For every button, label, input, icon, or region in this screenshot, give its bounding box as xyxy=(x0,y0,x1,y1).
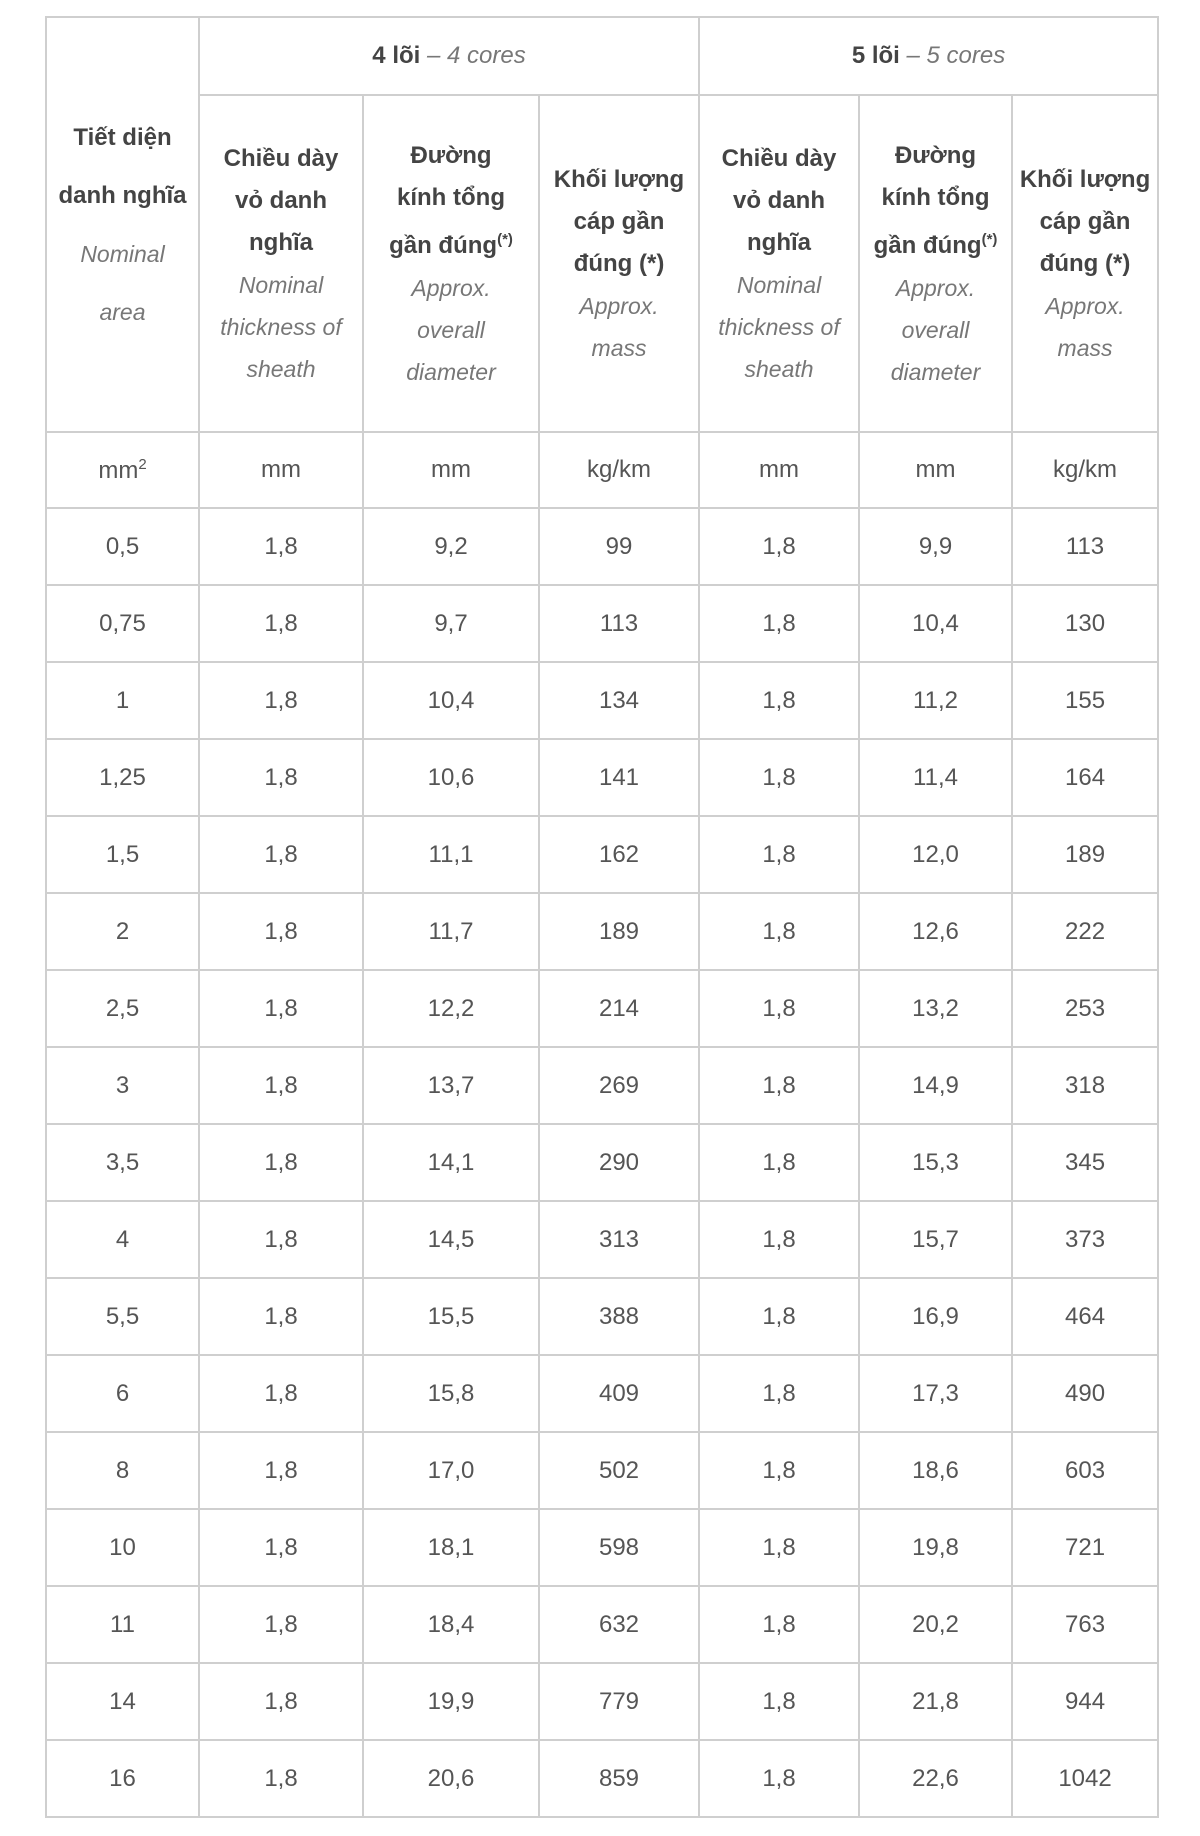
cell-thickness-4: 1,8 xyxy=(199,739,363,816)
cell-mass-5: 155 xyxy=(1012,662,1158,739)
cell-diameter-4: 14,1 xyxy=(363,1124,539,1201)
thickness-vn-3: nghĩa xyxy=(747,228,812,256)
cell-mass-5: 222 xyxy=(1012,893,1158,970)
table-row xyxy=(46,1586,1158,1663)
cell-diameter-5: 12,6 xyxy=(859,893,1012,970)
group-5-vn: 5 lõi xyxy=(851,42,900,69)
table-row xyxy=(46,1355,1158,1432)
unit-mass-4: kg/km xyxy=(539,432,699,508)
area-header-vn-1: Tiết diện xyxy=(73,123,172,151)
cell-thickness-4: 1,8 xyxy=(199,893,363,970)
cell-mass-4: 113 xyxy=(539,585,699,662)
cell-mass-5: 944 xyxy=(1012,1663,1158,1740)
table-row xyxy=(46,970,1158,1047)
cell-diameter-4: 17,0 xyxy=(363,1432,539,1509)
cell-diameter-5: 13,2 xyxy=(859,970,1012,1047)
cell-diameter-5: 17,3 xyxy=(859,1355,1012,1432)
cell-thickness-5: 1,8 xyxy=(699,1124,859,1201)
diameter-vn-1: Đường xyxy=(410,141,492,169)
cell-area: 5,5 xyxy=(46,1278,199,1355)
cell-diameter-4: 13,7 xyxy=(363,1047,539,1124)
cell-mass-4: 290 xyxy=(539,1124,699,1201)
cell-area: 14 xyxy=(46,1663,199,1740)
mass-vn-3: đúng (*) xyxy=(1039,249,1131,277)
cell-diameter-4: 18,4 xyxy=(363,1586,539,1663)
cell-thickness-4: 1,8 xyxy=(199,1278,363,1355)
cell-area: 3,5 xyxy=(46,1124,199,1201)
cell-thickness-5: 1,8 xyxy=(699,662,859,739)
cell-thickness-5: 1,8 xyxy=(699,1509,859,1586)
diameter-en-3: diameter xyxy=(890,358,981,385)
cell-diameter-4: 15,8 xyxy=(363,1355,539,1432)
cell-area: 8 xyxy=(46,1432,199,1509)
cell-thickness-4: 1,8 xyxy=(199,585,363,662)
diameter-vn-3-line xyxy=(364,219,538,267)
unit-diameter-5: mm xyxy=(859,432,1012,508)
group-5-en: 5 cores xyxy=(926,42,1006,69)
table-row xyxy=(46,1663,1158,1740)
cell-diameter-5: 10,4 xyxy=(859,585,1012,662)
cell-thickness-5: 1,8 xyxy=(699,1047,859,1124)
cell-thickness-4: 1,8 xyxy=(199,970,363,1047)
cell-mass-4: 859 xyxy=(539,1740,699,1817)
cell-diameter-4: 9,7 xyxy=(363,585,539,662)
group-header-4-cores xyxy=(199,17,699,95)
cell-mass-4: 134 xyxy=(539,662,699,739)
cell-area: 1,25 xyxy=(46,739,199,816)
sub-header-row xyxy=(46,95,1158,432)
table-row xyxy=(46,893,1158,970)
cell-thickness-4: 1,8 xyxy=(199,1355,363,1432)
unit-mass-5: kg/km xyxy=(1012,432,1158,508)
mass-en-1: Approx. xyxy=(579,292,659,319)
cell-thickness-4: 1,8 xyxy=(199,662,363,739)
cell-mass-5: 345 xyxy=(1012,1124,1158,1201)
table-row xyxy=(46,1740,1158,1817)
cell-diameter-5: 14,9 xyxy=(859,1047,1012,1124)
cell-thickness-5: 1,8 xyxy=(699,585,859,662)
mass-vn-2: cáp gần xyxy=(1039,207,1131,235)
cell-mass-4: 409 xyxy=(539,1355,699,1432)
thickness-en-1: Nominal xyxy=(736,271,822,298)
cell-mass-4: 269 xyxy=(539,1047,699,1124)
diameter-vn-sup: (*) xyxy=(981,230,998,248)
cell-thickness-5: 1,8 xyxy=(699,1663,859,1740)
mass-vn-1: Khối lượng xyxy=(553,165,685,193)
cell-mass-5: 373 xyxy=(1012,1201,1158,1278)
cell-diameter-4: 10,6 xyxy=(363,739,539,816)
cell-thickness-4: 1,8 xyxy=(199,1047,363,1124)
table-body xyxy=(46,17,1158,1817)
thickness-en-2: thickness of xyxy=(718,313,840,340)
thickness-en-1: Nominal xyxy=(238,271,324,298)
thickness-header-4 xyxy=(199,95,363,432)
cell-diameter-4: 10,4 xyxy=(363,662,539,739)
unit-thickness-5: mm xyxy=(699,432,859,508)
diameter-vn-2: kính tổng xyxy=(881,183,990,211)
table-row xyxy=(46,1201,1158,1278)
cell-mass-4: 141 xyxy=(539,739,699,816)
group-4-vn: 4 lõi xyxy=(372,42,421,69)
thickness-vn-1: Chiều dày xyxy=(223,144,339,172)
cell-area: 10 xyxy=(46,1509,199,1586)
group-header-5-cores xyxy=(699,17,1158,95)
cell-mass-4: 313 xyxy=(539,1201,699,1278)
cell-mass-4: 162 xyxy=(539,816,699,893)
group-4-sep: – xyxy=(420,42,447,69)
cell-mass-5: 603 xyxy=(1012,1432,1158,1509)
cell-area: 1,5 xyxy=(46,816,199,893)
cell-thickness-4: 1,8 xyxy=(199,1509,363,1586)
cell-area: 2 xyxy=(46,893,199,970)
thickness-en-2: thickness of xyxy=(220,313,342,340)
cell-diameter-5: 15,7 xyxy=(859,1201,1012,1278)
cell-diameter-4: 14,5 xyxy=(363,1201,539,1278)
cell-thickness-4: 1,8 xyxy=(199,1740,363,1817)
mass-header-5 xyxy=(1012,95,1158,432)
area-header-en-1: Nominal xyxy=(80,240,165,267)
cell-area: 16 xyxy=(46,1740,199,1817)
cell-mass-5: 490 xyxy=(1012,1355,1158,1432)
mass-vn-1: Khối lượng xyxy=(1019,165,1151,193)
cell-thickness-4: 1,8 xyxy=(199,1663,363,1740)
cell-mass-4: 189 xyxy=(539,893,699,970)
table-row xyxy=(46,508,1158,585)
diameter-vn-3-line xyxy=(860,219,1011,267)
cell-thickness-5: 1,8 xyxy=(699,1201,859,1278)
diameter-header-5 xyxy=(859,95,1012,432)
cell-thickness-5: 1,8 xyxy=(699,1740,859,1817)
cell-thickness-4: 1,8 xyxy=(199,816,363,893)
table-row xyxy=(46,739,1158,816)
thickness-vn-1: Chiều dày xyxy=(721,144,837,172)
diameter-vn-3: gần đúng xyxy=(389,231,498,259)
thickness-en-3: sheath xyxy=(246,355,316,382)
diameter-vn-2: kính tổng xyxy=(397,183,505,211)
thickness-vn-3: nghĩa xyxy=(249,228,313,256)
cell-thickness-5: 1,8 xyxy=(699,816,859,893)
unit-area xyxy=(46,432,199,508)
cell-thickness-5: 1,8 xyxy=(699,1586,859,1663)
table-row xyxy=(46,816,1158,893)
cell-diameter-4: 19,9 xyxy=(363,1663,539,1740)
diameter-vn-3: gần đúng xyxy=(873,231,982,259)
group-5-sep: – xyxy=(899,42,927,69)
unit-diameter-4: mm xyxy=(363,432,539,508)
cable-spec-table xyxy=(45,16,1159,1818)
cell-mass-4: 779 xyxy=(539,1663,699,1740)
unit-area-sup: 2 xyxy=(138,455,147,473)
cell-mass-5: 164 xyxy=(1012,739,1158,816)
table-row xyxy=(46,585,1158,662)
cell-diameter-4: 18,1 xyxy=(363,1509,539,1586)
cell-area: 2,5 xyxy=(46,970,199,1047)
diameter-en-3: diameter xyxy=(406,358,496,385)
cell-mass-4: 214 xyxy=(539,970,699,1047)
cell-mass-4: 502 xyxy=(539,1432,699,1509)
cell-thickness-4: 1,8 xyxy=(199,1586,363,1663)
cell-mass-4: 388 xyxy=(539,1278,699,1355)
cell-mass-5: 318 xyxy=(1012,1047,1158,1124)
cell-mass-4: 598 xyxy=(539,1509,699,1586)
cell-thickness-5: 1,8 xyxy=(699,508,859,585)
cell-thickness-5: 1,8 xyxy=(699,970,859,1047)
cell-diameter-4: 9,2 xyxy=(363,508,539,585)
cell-diameter-4: 20,6 xyxy=(363,1740,539,1817)
cell-area: 4 xyxy=(46,1201,199,1278)
group-header-row xyxy=(46,17,1158,95)
cell-diameter-5: 20,2 xyxy=(859,1586,1012,1663)
unit-thickness-4: mm xyxy=(199,432,363,508)
mass-en-2: mass xyxy=(591,334,647,361)
cell-thickness-5: 1,8 xyxy=(699,1278,859,1355)
cell-mass-5: 130 xyxy=(1012,585,1158,662)
cell-diameter-4: 11,7 xyxy=(363,893,539,970)
cell-thickness-5: 1,8 xyxy=(699,893,859,970)
cell-diameter-5: 18,6 xyxy=(859,1432,1012,1509)
cell-area: 6 xyxy=(46,1355,199,1432)
area-header-cell xyxy=(46,17,199,432)
cell-diameter-5: 22,6 xyxy=(859,1740,1012,1817)
cell-thickness-4: 1,8 xyxy=(199,1432,363,1509)
table-row xyxy=(46,1278,1158,1355)
mass-header-4 xyxy=(539,95,699,432)
unit-row xyxy=(46,432,1158,508)
cell-diameter-5: 9,9 xyxy=(859,508,1012,585)
cell-mass-5: 721 xyxy=(1012,1509,1158,1586)
cell-diameter-4: 15,5 xyxy=(363,1278,539,1355)
table-row xyxy=(46,1509,1158,1586)
diameter-vn-1: Đường xyxy=(894,141,977,169)
cell-diameter-4: 12,2 xyxy=(363,970,539,1047)
cell-mass-5: 189 xyxy=(1012,816,1158,893)
thickness-en-3: sheath xyxy=(744,355,814,382)
cell-thickness-4: 1,8 xyxy=(199,1201,363,1278)
cell-diameter-5: 16,9 xyxy=(859,1278,1012,1355)
thickness-header-5 xyxy=(699,95,859,432)
table-row xyxy=(46,1047,1158,1124)
unit-area-text: mm xyxy=(98,456,139,484)
cell-diameter-5: 19,8 xyxy=(859,1509,1012,1586)
cell-mass-4: 99 xyxy=(539,508,699,585)
thickness-vn-2: vỏ danh xyxy=(733,186,826,214)
mass-en-1: Approx. xyxy=(1045,292,1125,319)
area-header-en-2: area xyxy=(99,298,146,325)
mass-vn-3: đúng (*) xyxy=(573,249,665,277)
cell-mass-5: 253 xyxy=(1012,970,1158,1047)
cell-thickness-4: 1,8 xyxy=(199,508,363,585)
cell-mass-5: 464 xyxy=(1012,1278,1158,1355)
table-row xyxy=(46,1124,1158,1201)
group-4-en: 4 cores xyxy=(447,42,526,69)
cell-mass-5: 763 xyxy=(1012,1586,1158,1663)
cell-thickness-5: 1,8 xyxy=(699,1432,859,1509)
cell-mass-4: 632 xyxy=(539,1586,699,1663)
cell-diameter-5: 11,2 xyxy=(859,662,1012,739)
area-header-vn-2: danh nghĩa xyxy=(58,181,187,209)
cell-diameter-5: 11,4 xyxy=(859,739,1012,816)
diameter-en-2: overall xyxy=(901,316,970,343)
cell-thickness-5: 1,8 xyxy=(699,739,859,816)
cell-mass-5: 113 xyxy=(1012,508,1158,585)
cell-area: 3 xyxy=(46,1047,199,1124)
cell-thickness-5: 1,8 xyxy=(699,1355,859,1432)
diameter-en-1: Approx. xyxy=(411,274,491,301)
cell-diameter-5: 15,3 xyxy=(859,1124,1012,1201)
cell-diameter-4: 11,1 xyxy=(363,816,539,893)
mass-vn-2: cáp gần xyxy=(573,207,665,235)
cell-diameter-5: 21,8 xyxy=(859,1663,1012,1740)
table-row xyxy=(46,1432,1158,1509)
cell-diameter-5: 12,0 xyxy=(859,816,1012,893)
cell-area: 1 xyxy=(46,662,199,739)
cell-mass-5: 1042 xyxy=(1012,1740,1158,1817)
cell-thickness-4: 1,8 xyxy=(199,1124,363,1201)
diameter-en-1: Approx. xyxy=(895,274,976,301)
thickness-vn-2: vỏ danh xyxy=(234,186,327,214)
mass-en-2: mass xyxy=(1057,334,1113,361)
cell-area: 11 xyxy=(46,1586,199,1663)
table-row xyxy=(46,662,1158,739)
cell-area: 0,5 xyxy=(46,508,199,585)
diameter-vn-sup: (*) xyxy=(497,230,513,248)
diameter-en-2: overall xyxy=(417,316,485,343)
diameter-header-4 xyxy=(363,95,539,432)
cell-area: 0,75 xyxy=(46,585,199,662)
